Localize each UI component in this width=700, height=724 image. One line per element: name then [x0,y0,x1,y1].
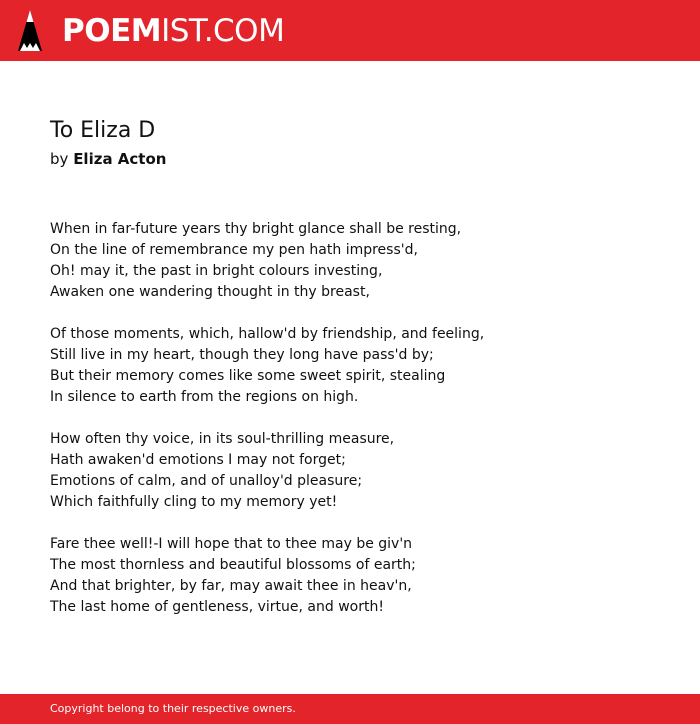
poem-line: Of those moments, which, hallow'd by friendship, and feeling, [50,326,485,342]
stanza [50,429,670,513]
copyright-notice: Copyright belong to their respective owners. [50,702,296,715]
stanza [50,324,670,408]
poem-byline [50,149,166,169]
poem-body [50,219,670,639]
byline-prefix: by [50,150,69,168]
site-header [0,0,700,61]
stanza [50,534,670,618]
stanza [50,219,670,303]
poem-line: On the line of remembrance my pen hath impress'd, [50,242,418,258]
poem-line: Hath awaken'd emotions I may not forget; [50,452,346,468]
pencil-tip-icon[interactable] [18,10,42,51]
poem-title: To Eliza D [50,118,156,143]
site-logo[interactable] [62,11,284,51]
poem-line: But their memory comes like some sweet spirit, stealing [50,368,446,384]
poem-author: Eliza Acton [73,150,167,168]
poem-line: Fare thee well!-I will hope that to thee may be giv'n [50,536,413,552]
poem-line: Awaken one wandering thought in thy breast, [50,284,370,300]
logo-light-text: IST.COM [161,13,285,49]
poem-line: The last home of gentleness, virtue, and worth! [50,599,384,615]
poem-line: The most thornless and beautiful blossoms of earth; [50,557,416,573]
poem-line: And that brighter, by far, may await thee in heav'n, [50,578,412,594]
logo-bold-text: POEM [62,13,162,49]
poem-line: When in far-future years thy bright glance shall be resting, [50,221,462,237]
poem-line: Oh! may it, the past in bright colours investing, [50,263,383,279]
poem-line: Still live in my heart, though they long have pass'd by; [50,347,434,363]
poem-line: Emotions of calm, and of unalloy'd pleasure; [50,473,363,489]
poem-line: Which faithfully cling to my memory yet! [50,494,338,510]
poem-line: How often thy voice, in its soul-thrilling measure, [50,431,395,447]
site-footer [0,694,700,724]
poem-line: In silence to earth from the regions on high. [50,389,359,405]
